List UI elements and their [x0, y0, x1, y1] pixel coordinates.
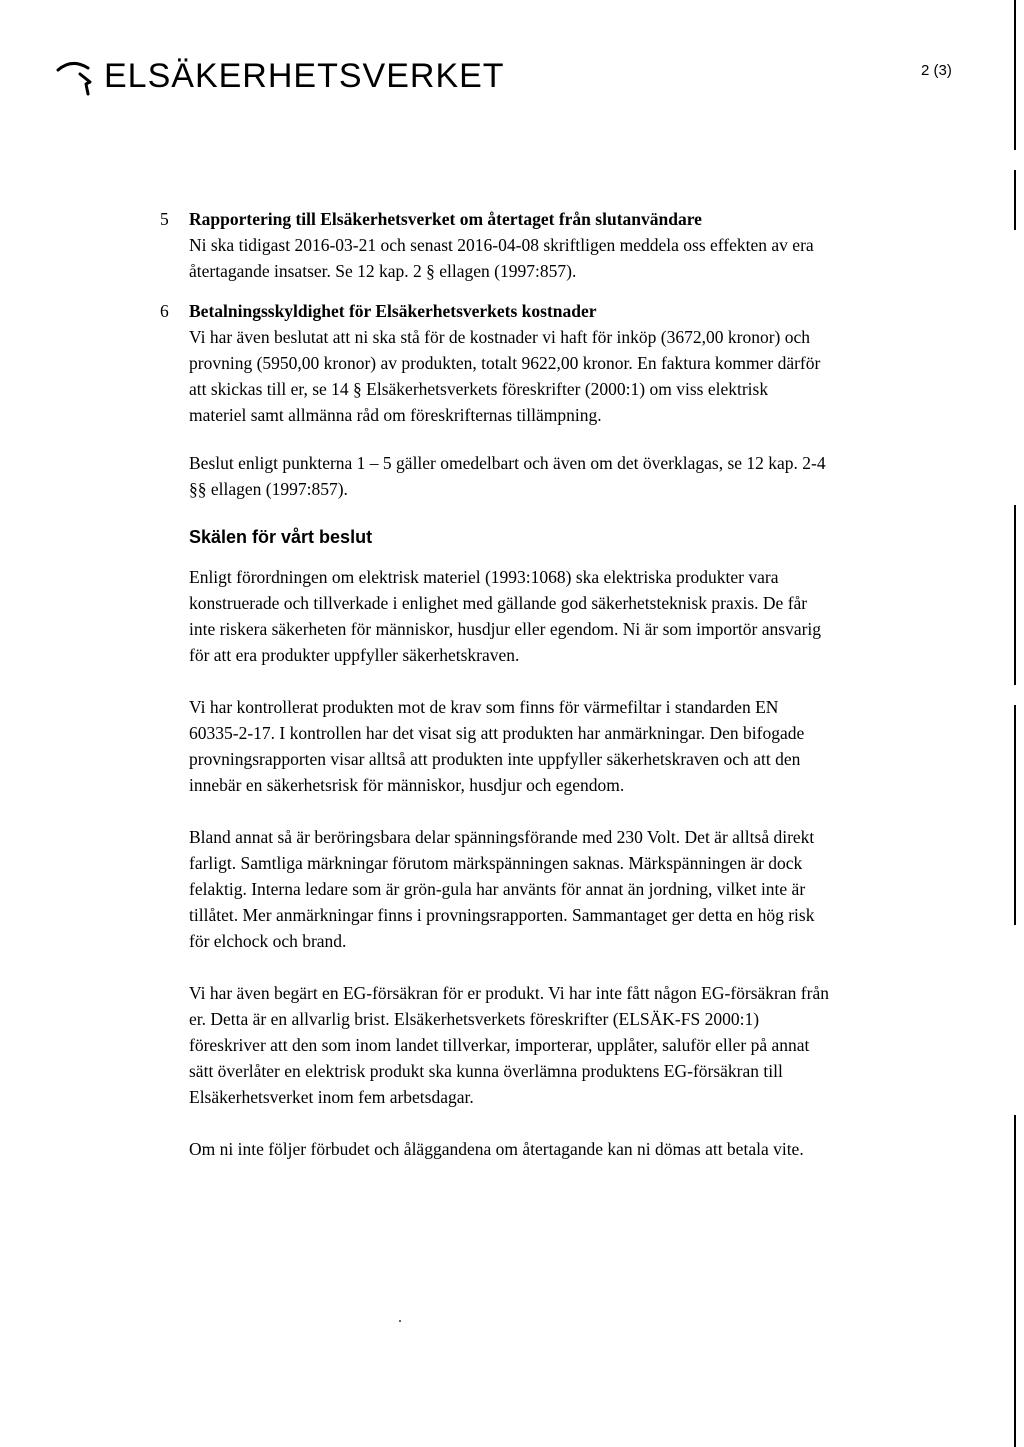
- reason-paragraph: Vi har kontrollerat produkten mot de krav som finns för värmefiltar i standarden EN 60335-2-17. I kontrollen har det visat sig att produkten har anmärkningar. Den bifogade provningsrapporten visar alltså att produkten inte uppfyller säkerhetskraven och att den innebär en säkerhetsrisk för människor, husdjur och egendom.: [189, 697, 805, 795]
- decision-note: Beslut enligt punkterna 1 – 5 gäller omedelbart och även om det överklagas, se 12 kap. 2-4 §§ ellagen (1997:857).: [189, 453, 826, 499]
- decision-item-6: [160, 298, 829, 428]
- reason-paragraph: Om ni inte följer förbudet och åläggandena om återtagande kan ni dömas att betala vite.: [189, 1139, 804, 1159]
- reason-paragraph: Bland annat så är beröringsbara delar spänningsförande med 230 Volt. Det är alltså direkt farligt. Samtliga märkningar förutom märkspänningen saknas. Märkspänningen är dock felaktig. Interna ledare som är grön-gula har använts för annat än jordning, vilket inte är tillåtet. Mer anmärkningar finns i provningsrapporten. Sammantaget ger detta en hög risk för elchock och brand.: [189, 827, 815, 951]
- scan-edge-line: [1014, 0, 1016, 150]
- reason-paragraph: Enligt förordningen om elektrisk materiel (1993:1068) ska elektriska produkter vara konstruerade och tillverkade i enlighet med gällande god säkerhetsteknisk praxis. De får inte riskera säkerheten för människor, husdjur eller egendom. Ni är som importör ansvarig för att era produkter uppfyller säkerhetskraven.: [189, 567, 822, 665]
- scan-speck: [399, 1320, 401, 1322]
- item-text: Ni ska tidigast 2016-03-21 och senast 2016-04-08 skriftligen meddela oss effekten av era återtagande insatser. Se 12 kap. 2 § ellagen (1997:857).: [189, 235, 814, 281]
- item-text: Vi har även beslutat att ni ska stå för de kostnader vi haft för inköp (3672,00 kronor) och provning (5950,00 kronor) av produkten, totalt 9622,00 kronor. En faktura kommer därför att skickas till er, se 14 § Elsäkerhetsverkets föreskrifter (2000:1) om viss elektrisk materiel samt allmänna råd om föreskrifternas tillämpning.: [189, 327, 821, 425]
- item-number: 6: [160, 301, 169, 321]
- scan-edge-line: [1014, 170, 1016, 230]
- item-title: Betalningsskyldighet för Elsäkerhetsverkets kostnader: [189, 301, 597, 321]
- scan-edge-line: [1014, 505, 1016, 685]
- agency-name: ELSÄKERHETSVERKET: [104, 57, 505, 95]
- page-number: 2 (3): [921, 62, 952, 79]
- lightning-arc-logo-icon: [52, 54, 96, 98]
- scan-edge-line: [1014, 705, 1016, 925]
- item-number: 5: [160, 209, 169, 229]
- item-title: Rapportering till Elsäkerhetsverket om återtaget från slutanvändare: [189, 209, 702, 229]
- reason-paragraph: Vi har även begärt en EG-försäkran för er produkt. Vi har inte fått någon EG-försäkran från er. Detta är en allvarlig brist. Elsäkerhetsverkets föreskrifter (ELSÄK-FS 2000:1) föreskriver att den som inom landet tillverkar, importerar, upplåter, saluför eller på annat sätt överlåter en elektrisk produkt ska kunna överlämna produktens EG-försäkran till Elsäkerhetsverket inom fem arbetsdagar.: [189, 983, 829, 1107]
- letter-body: [160, 206, 829, 1188]
- decision-item-5: [160, 206, 829, 284]
- agency-logo: [52, 54, 505, 98]
- scan-edge-line: [1014, 1115, 1016, 1447]
- section-heading: Skälen för vårt beslut: [189, 527, 373, 547]
